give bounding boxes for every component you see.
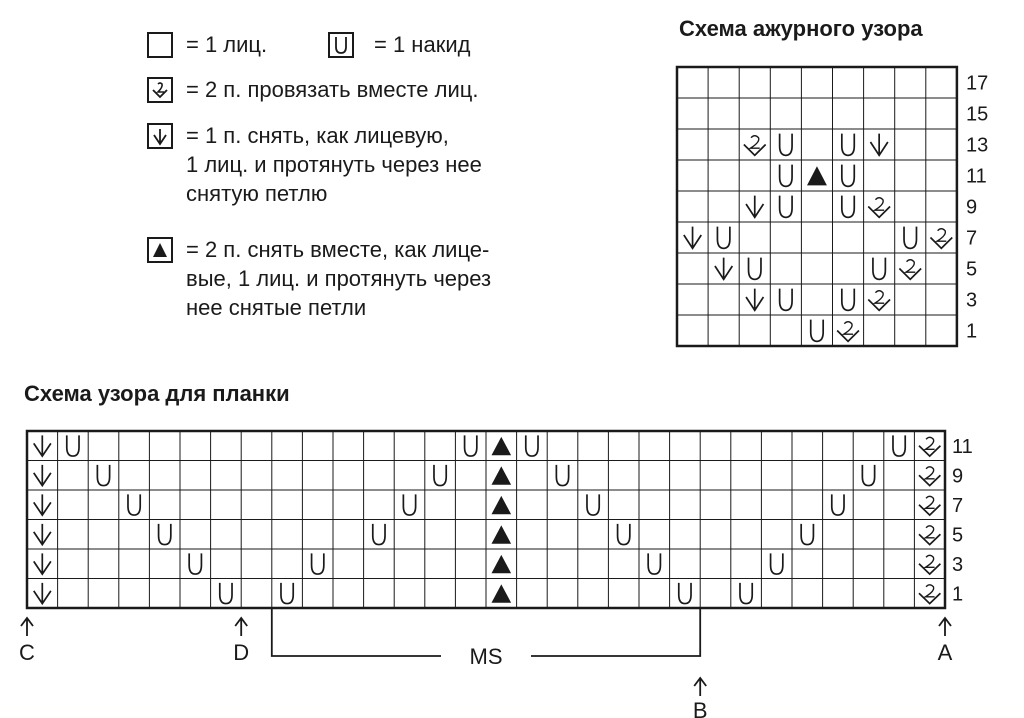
marker-d-label: D: [233, 640, 250, 665]
yarn-over-label: = 1 накид: [374, 32, 471, 57]
k2tog-label: = 2 п. провязать вместе лиц.: [186, 77, 479, 102]
row-number: 7: [966, 227, 978, 250]
row-number: 9: [952, 465, 964, 488]
row-number: 9: [966, 196, 978, 219]
openwork-chart-title: Схема ажурного узора: [679, 16, 923, 41]
row-number: 1: [966, 320, 978, 343]
skp-label: = 1 п. снять, как лицевую, 1 лиц. и протянуть через нее снятую петлю: [186, 123, 482, 206]
marker-d-arrow-icon: [235, 618, 247, 636]
row-number: 13: [966, 134, 989, 157]
row-number: 11: [966, 165, 987, 188]
marker-b-arrow-icon: [694, 678, 706, 696]
marker-a-label: A: [937, 640, 953, 665]
knit-label: = 1 лиц.: [186, 32, 268, 57]
ms-label: MS: [469, 644, 503, 669]
row-number: 5: [952, 524, 964, 547]
row-number: 3: [966, 289, 978, 312]
marker-c-arrow-icon: [21, 618, 33, 636]
row-number: 5: [966, 258, 978, 281]
border-chart-title: Схема узора для планки: [24, 381, 290, 406]
row-number: 3: [952, 553, 964, 576]
row-number: 11: [952, 435, 973, 458]
marker-a-arrow-icon: [939, 618, 951, 636]
marker-c-label: C: [19, 640, 35, 665]
marker-b-label: B: [692, 698, 708, 718]
row-number: 7: [952, 494, 964, 517]
sk2p-label: = 2 п. снять вместе, как лице- вые, 1 лиц. и протянуть через нее снятые петли: [186, 237, 492, 320]
row-number: 15: [966, 103, 989, 126]
row-number: 1: [952, 583, 964, 606]
row-number: 17: [966, 72, 989, 95]
